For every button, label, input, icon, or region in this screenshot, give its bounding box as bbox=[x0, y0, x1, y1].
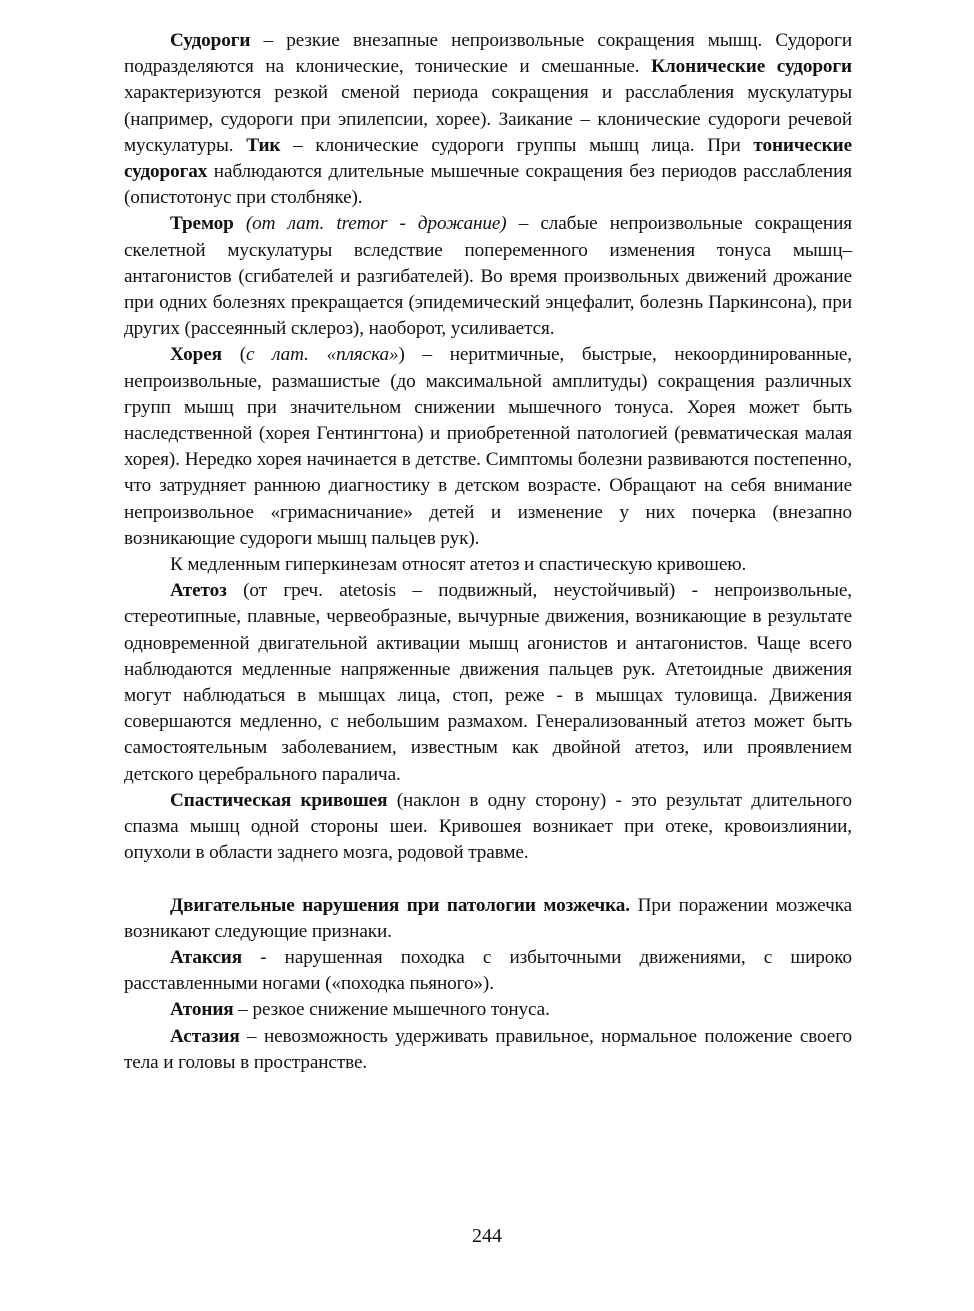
text-run: ( bbox=[221, 344, 246, 366]
text-run: – резкое снижение мышечного тонуса. bbox=[233, 999, 550, 1021]
body-text bbox=[124, 28, 852, 1076]
term: Двигательные нарушения при патологии мозжечка. bbox=[170, 894, 630, 916]
etymology: с лат. «пляска» bbox=[245, 344, 399, 366]
paragraph-atoniya bbox=[124, 997, 852, 1023]
text-run: К медленным гиперкинезам относят атетоз и спастическую кривошею. bbox=[170, 554, 747, 576]
text-run: – невозможность удерживать правильное, нормальное положение своего тела и головы в пространстве. bbox=[124, 1025, 852, 1073]
section-gap bbox=[124, 867, 852, 893]
text-run: – резкие внезапные непроизвольные сокращения мышц. Судороги подразделяются на клонические, тонические и смешанные. bbox=[124, 30, 852, 78]
paragraph-ataksiya bbox=[124, 945, 852, 997]
paragraph-krivosheya bbox=[124, 788, 852, 867]
text-run: (от греч. atetosis – подвижный, неустойчивый) - непроизвольные, стереотипные, плавные, червеобразные, вычурные движения, возникающие в результате одновременной двигательной активации мышц агонистов и антагонистов. Чаще всего наблюдаются медленные напряженные движения пальцев рук. Атетоидные движения могут наблюдаться в мышцах лица, стоп, реже - в мышцах туловища. Движения совершаются медленно, с небольшим размахом. Генерализованный атетоз может быть самостоятельным заболеванием, известным как двойной атетоз, или проявлением детского церебрального паралича. bbox=[124, 580, 852, 785]
term: Спастическая кривошея bbox=[170, 789, 388, 811]
paragraph-astaziya bbox=[124, 1024, 852, 1076]
term: Атетоз bbox=[170, 580, 227, 602]
text-run: – слабые непроизвольные сокращения скелетной мускулатуры вследствие попеременного изменения тонуса мышц–антагонистов (сгибателей и разгибателей). Во время произвольных движений дрожание при одних болезнях прекращается (эпидемический энцефалит, болезнь Паркинсона), при других (рассеянный склероз), наоборот, усиливается. bbox=[124, 213, 852, 340]
text-run: (наклон в одну сторону) - это результат длительного спазма мышц одной стороны шеи. Кривошея возникает при отеке, кровоизлиянии, опухоли в области заднего мозга, родовой травме. bbox=[124, 789, 853, 864]
paragraph-mozzhechok bbox=[124, 893, 852, 945]
paragraph-medlennye bbox=[124, 552, 852, 578]
text-run: наблюдаются длительные мышечные сокращения без периодов расслабления (опистотонус при столбняке). bbox=[124, 161, 852, 209]
paragraph-atetoz bbox=[124, 578, 852, 788]
text-run bbox=[234, 213, 246, 234]
term: Хорея bbox=[170, 344, 222, 366]
term: Тремор bbox=[170, 213, 234, 235]
text-run: При поражении мозжечка возникают следующие признаки. bbox=[124, 894, 852, 942]
term: Клонические судороги bbox=[651, 56, 852, 78]
paragraph-horeya bbox=[124, 342, 852, 552]
text-run: характеризуются резкой сменой периода сокращения и расслабления мускулатуры (например, судороги при эпилепсии, хорее). Заикание – клонические судороги речевой мускулатуры. bbox=[124, 82, 852, 156]
text-run: ) – неритмичные, быстрые, некоординированные, непроизвольные, размашистые (до максимальной амплитуды) сокращения различных групп мышц при значительном снижении мышечного тонуса. Хорея может быть наследственной (хорея Гентингтона) и приобретенной патологией (ревматическая малая хорея). Нередко хорея начинается в детстве. Симптомы болезни развиваются постепенно, что затрудняет раннюю диагностику в детском возрасте. Обращают на себя внимание непроизвольное «гримасничание» детей и изменение у них почерка (внезапно возникающие судороги мышц пальцев рук). bbox=[124, 344, 852, 549]
term: Судороги bbox=[170, 30, 251, 51]
paragraph-tremor bbox=[124, 211, 852, 342]
term: Атония bbox=[170, 999, 234, 1021]
term: тонические судорогах bbox=[124, 134, 852, 183]
term: Тик bbox=[246, 134, 281, 156]
term: Астазия bbox=[170, 1025, 240, 1047]
page-number: 244 bbox=[472, 1225, 502, 1247]
text-run: – клонические судороги группы мышц лица. При bbox=[280, 134, 754, 156]
etymology: (от лат. tremor - дрожание) bbox=[245, 213, 507, 235]
term: Атаксия bbox=[170, 946, 242, 968]
text-run: - нарушенная походка с избыточными движениями, с широко расставленными ногами («походка пьяного»). bbox=[124, 946, 852, 995]
paragraph-sudorogi bbox=[124, 28, 852, 211]
